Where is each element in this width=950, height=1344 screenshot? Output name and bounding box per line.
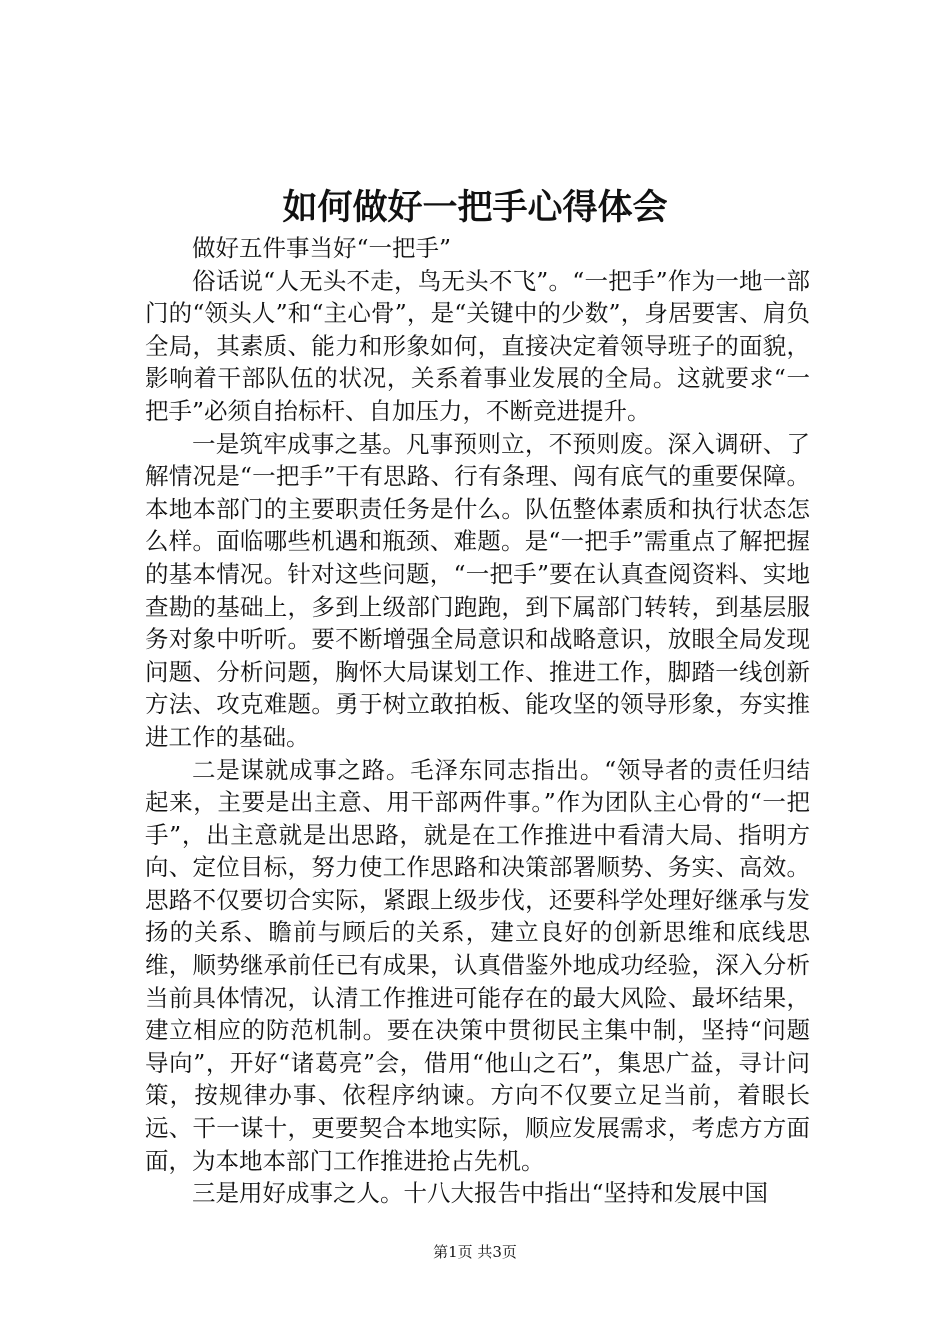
body-paragraph-intro: 俗话说“人无头不走，鸟无头不飞”。“一把手”作为一地一部门的“领头人”和“主心骨”，是“关键中的少数”，身居要害、肩负全局，其素质、能力和形象如何，直接决定着领导班子的面貌，影响着干部队伍的状况，关系着事业发展的全局。这就要求“一把手”必须自抬标杆、自加压力，不断竞进提升。 [145,266,810,425]
document-body [145,232,810,1210]
body-paragraph-two: 二是谋就成事之路。毛泽东同志指出。“领导者的责任归结起来，主要是出主意、用干部两件事。”作为团队主心骨的“一把手”，出主意就是出思路，就是在工作推进中看清大局、指明方向、定位目标，努力使工作思路和决策部署顺势、务实、高效。思路不仅要切合实际，紧跟上级步伐，还要科学处理好继承与发扬的关系、瞻前与顾后的关系，建立良好的创新思维和底线思维，顺势继承前任已有成果，认真借鉴外地成功经验，深入分析当前具体情况，认清工作推进可能存在的最大风险、最坏结果，建立相应的防范机制。要在决策中贯彻民主集中制，坚持“问题导向”，开好“诸葛亮”会，借用“他山之石”，集思广益，寻计问策，按规律办事、依程序纳谏。方向不仅要立足当前，着眼长远、干一谋十，更要契合本地实际，顺应发展需求，考虑方方面面，为本地本部门工作推进抢占先机。 [145,755,810,1175]
body-paragraph-three: 三是用好成事之人。十八大报告中指出“坚持和发展中国 [192,1179,769,1208]
body-paragraph-one: 一是筑牢成事之基。凡事预则立，不预则废。深入调研、了解情况是“一把手”干有思路、行有条理、闯有底气的重要保障。本地本部门的主要职责任务是什么。队伍整体素质和执行状态怎么样。面临哪些机遇和瓶颈、难题。是“一把手”需重点了解把握的基本情况。针对这些问题，“一把手”要在认真查阅资料、实地查勘的基础上，多到上级部门跑跑，到下属部门转转，到基层服务对象中听听。要不断增强全局意识和战略意识，放眼全局发现问题、分析问题，胸怀大局谋划工作、推进工作，脚踏一线创新方法、攻克难题。勇于树立敢拍板、能攻坚的领导形象，夯实推进工作的基础。 [145,429,810,751]
subtitle-paragraph: 做好五件事当好“一把手” [192,234,452,262]
document-title: 如何做好一把手心得体会 [282,187,668,228]
page-footer: 第1页 共3页 [433,1243,517,1261]
